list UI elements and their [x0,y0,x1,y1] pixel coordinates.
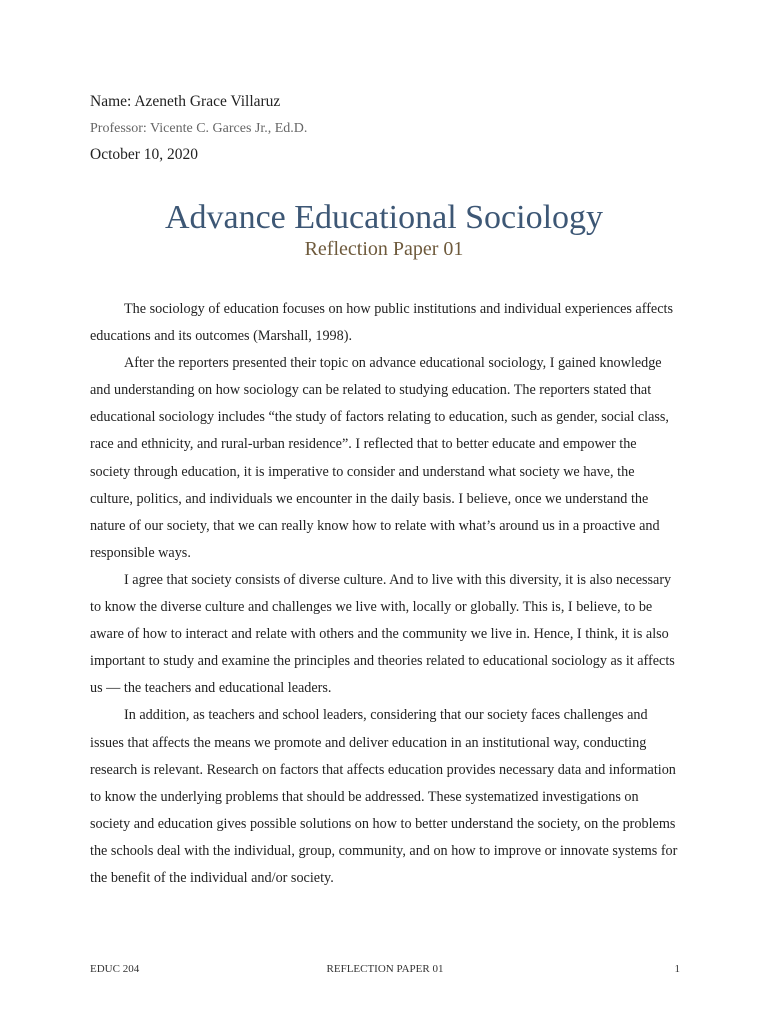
paragraph-1: The sociology of education focuses on how public institutions and individual experiences affects educations and its outcomes (Marshall, 1998). [90,301,673,345]
body-text [90,296,680,892]
paragraph-3: I agree that society consists of diverse culture. And to live with this diversity, it is also necessary to know the diverse culture and challenges we live with, locally or globally. This is, I believe, to be aware of how to interact and relate with others and the community we live in. Hence, I think, it is also important to study and examine the principles and theories related to educational sociology as it affects us — the teachers and educational leaders. [90,571,675,697]
document-date: October 10, 2020 [90,146,199,163]
student-name: Name: Azeneth Grace Villaruz [90,93,281,110]
footer-page-number: 1 [674,963,680,975]
footer-label: REFLECTION PAPER 01 [326,963,444,975]
professor-name: Professor: Vicente C. Garces Jr., Ed.D. [90,121,308,136]
document-title: Advance Educational Sociology [164,199,604,236]
footer-course: EDUC 204 [90,963,140,975]
header-block [90,92,690,165]
document-subtitle: Reflection Paper 01 [304,238,464,260]
paragraph-4: In addition, as teachers and school leaders, considering that our society faces challenges and issues that affects the means we promote and deliver education in an institutional way, conducting research is relevant. Research on factors that affects education provides necessary data and information to know the underlying problems that should be addressed. These systematized investigations on society and education gives possible solutions on how to better understand the society, on the problems the schools deal with the individual, group, community, and on how to improve or innovate systems for the benefit of the individual and/or society. [90,707,678,886]
paragraph-2: After the reporters presented their topic on advance educational sociology, I gained knowledge and understanding on how sociology can be related to studying education. The reporters stated that educational sociology includes “the study of factors relating to education, such as gender, social class, race and ethnicity, and rural-urban residence”. I reflected that to better educate and empower the society through education, it is imperative to consider and understand what society we have, the culture, politics, and individuals we encounter in the daily basis. I believe, once we understand the nature of our society, that we can really know how to relate with what’s around us in a proactive and responsible ways. [90,355,669,561]
